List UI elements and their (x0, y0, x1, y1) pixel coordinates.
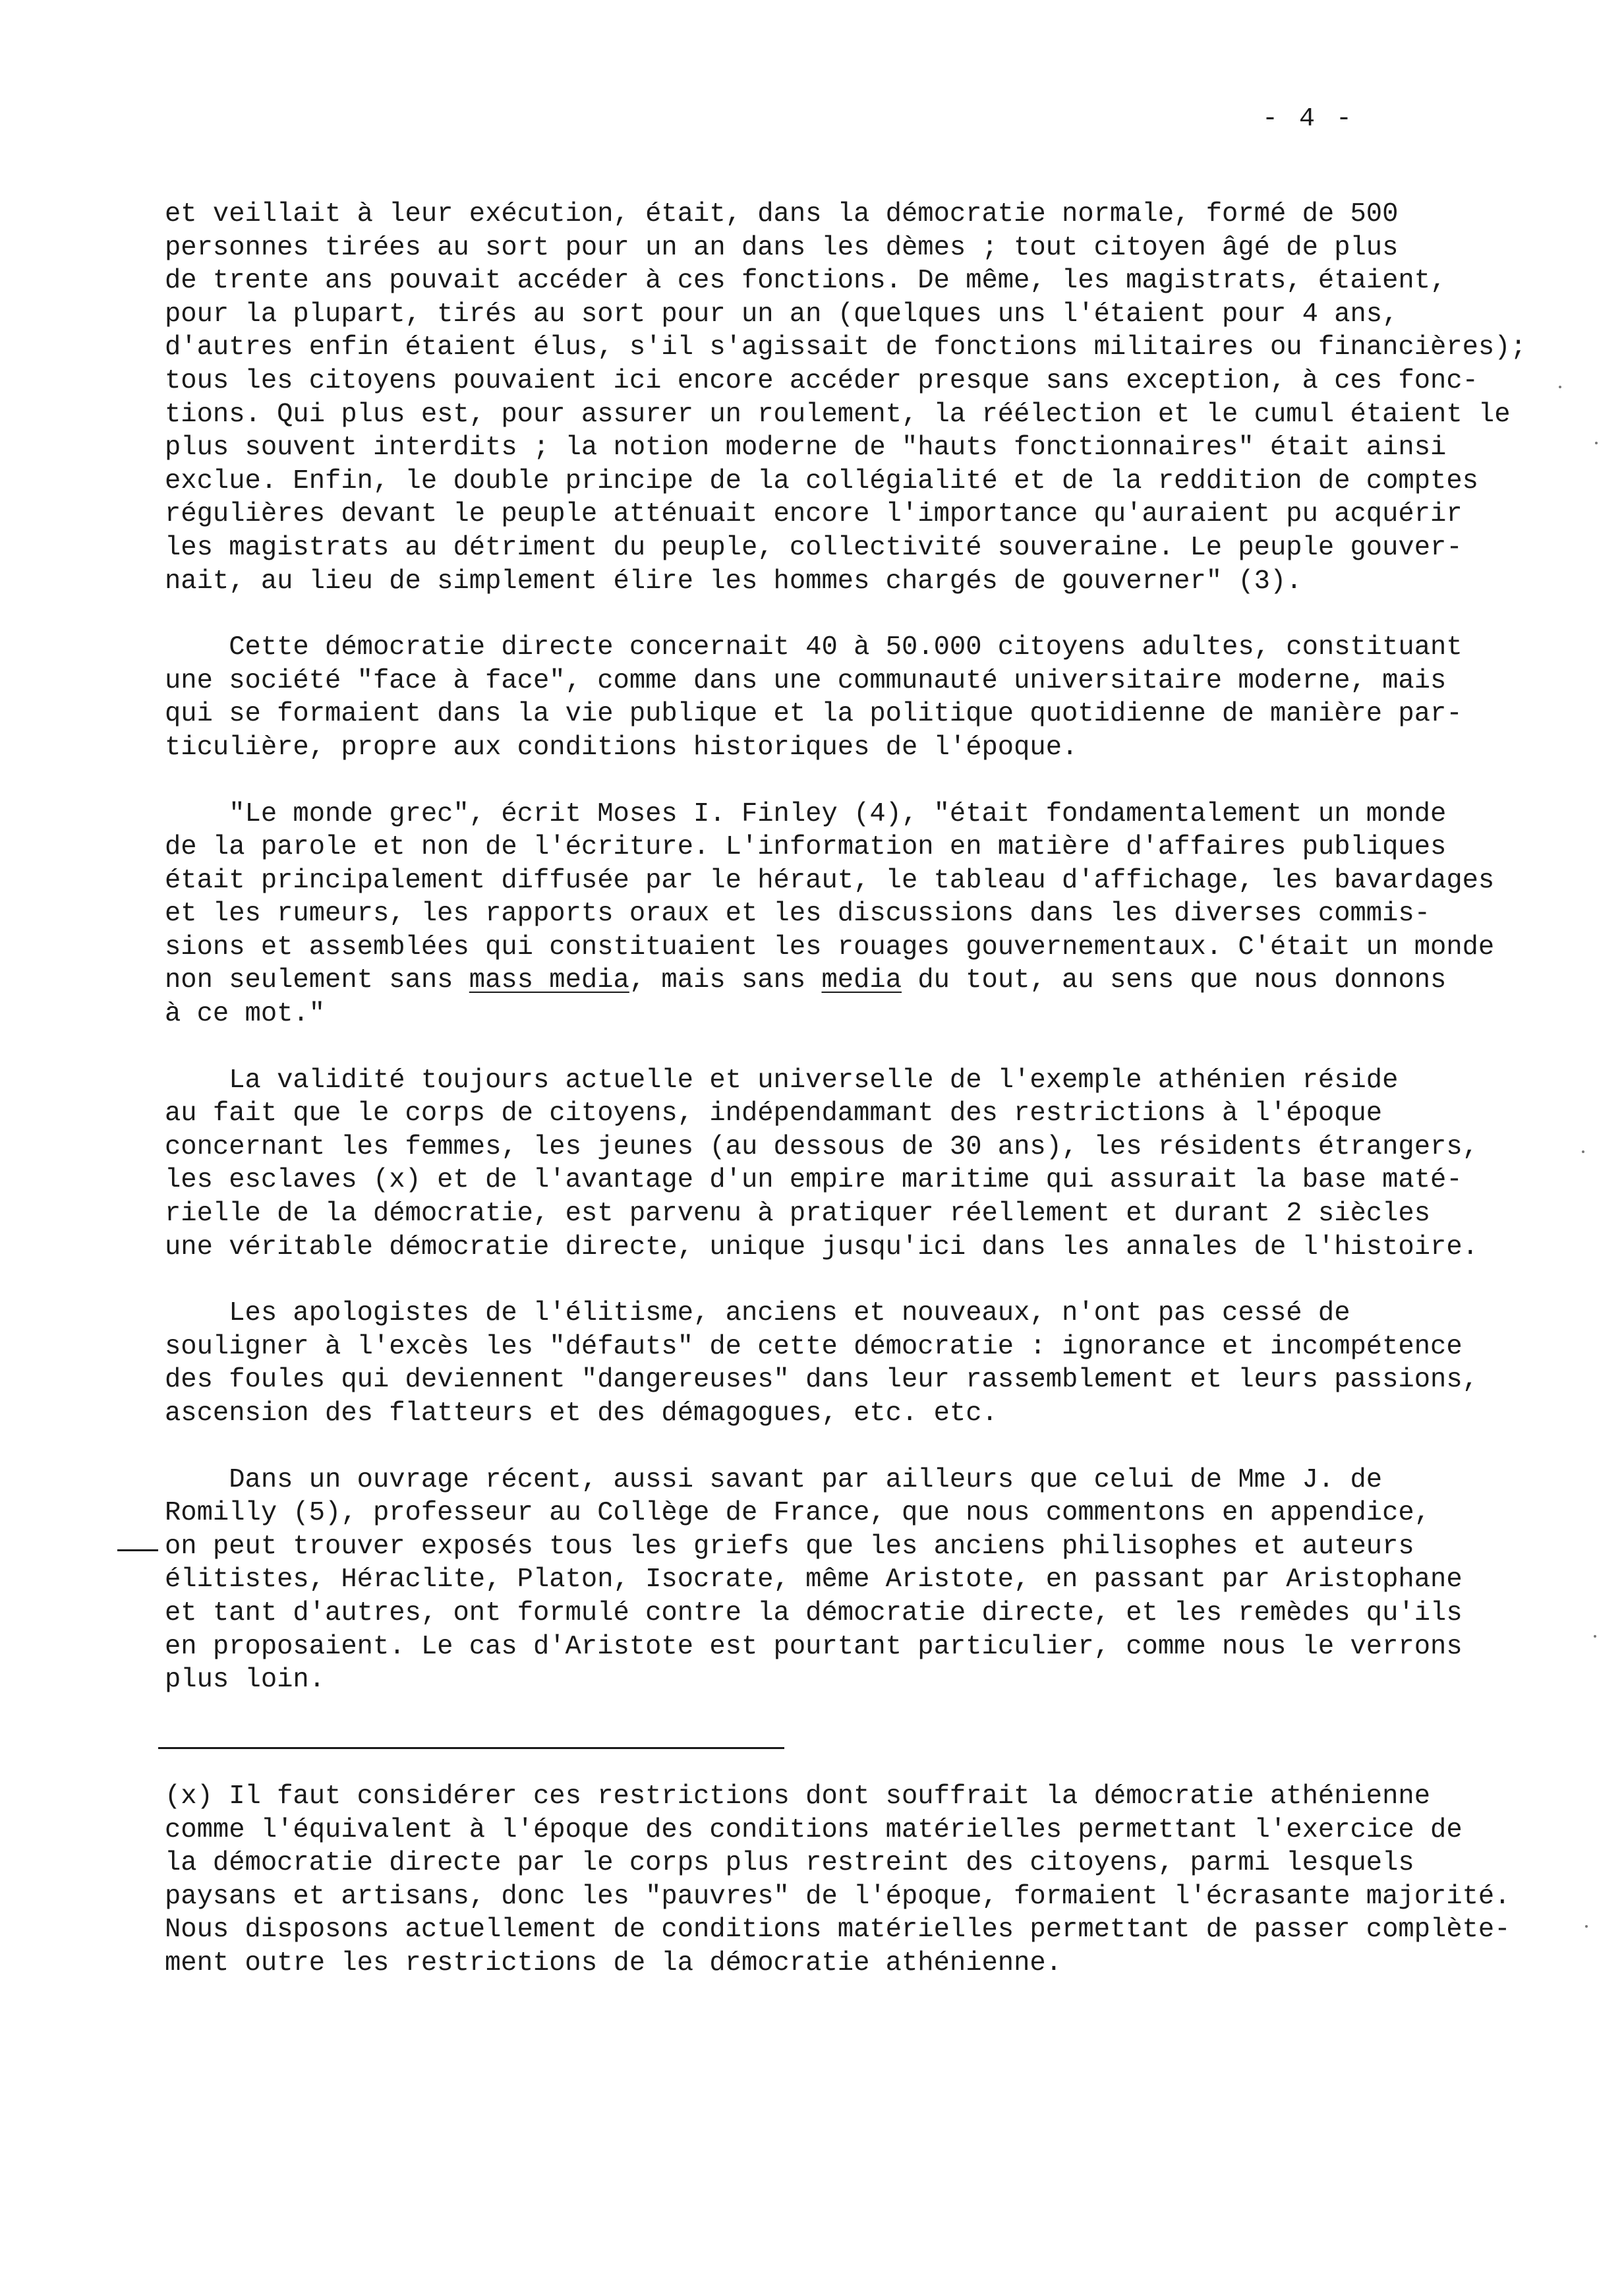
text-line: rielle de la démocratie, est parvenu à pratiquer réellement et durant 2 siècles (165, 1199, 1431, 1230)
text-line: on peut trouver exposés tous les griefs que les anciens philisophes et auteurs (165, 1531, 1414, 1562)
text-line: qui se formaient dans la vie publique et la politique quotidienne de manière par- (165, 699, 1463, 730)
text-line: Romilly (5), professeur au Collège de France, que nous commentons en appendice, (165, 1498, 1431, 1529)
text-line: à ce mot." (165, 999, 326, 1030)
text-line: et veillait à leur exécution, était, dans la démocratie normale, formé de 500 (165, 199, 1399, 229)
text-line: plus souvent interdits ; la notion moderne de "hauts fonctionnaires" était ainsi (165, 432, 1447, 463)
text-line: personnes tirées au sort pour un an dans les dèmes ; tout citoyen âgé de plus (165, 232, 1399, 263)
text-line: des foules qui deviennent "dangereuses" dans leur rassemblement et leurs passions, (165, 1365, 1478, 1396)
text-line: sions et assemblées qui constituaient les rouages gouvernementaux. C'était un monde (165, 932, 1495, 963)
text-line: concernant les femmes, les jeunes (au dessous de 30 ans), les résidents étrangers, (165, 1131, 1478, 1162)
text-line: comme l'équivalent à l'époque des conditions matérielles permettant l'exercice de (165, 1814, 1463, 1845)
text-line: ticulière, propre aux conditions historiques de l'époque. (165, 732, 1078, 763)
text-line: la démocratie directe par le corps plus restreint des citoyens, parmi lesquels (165, 1848, 1414, 1879)
text-line: paysans et artisans, donc les "pauvres" de l'époque, formaient l'écrasante majorité. (165, 1881, 1511, 1912)
text-line: et les rumeurs, les rapports oraux et les discussions dans les diverses commis- (165, 899, 1431, 930)
margin-mark (117, 1549, 158, 1551)
text-line: Nous disposons actuellement de conditions matérielles permettant de passer complète- (165, 1915, 1511, 1946)
text-line: de la parole et non de l'écriture. L'information en matière d'affaires publiques (165, 832, 1447, 863)
text-line: "Le monde grec", écrit Moses I. Finley (4), "était fondamentalement un monde (165, 798, 1447, 829)
text-line: (x) Il faut considérer ces restrictions dont souffrait la démocratie athénienne (165, 1781, 1431, 1812)
scan-speck (1582, 1150, 1584, 1153)
footnote (165, 1780, 1588, 1980)
text-line: ment outre les restrictions de la démocratie athénienne. (165, 1947, 1062, 1978)
text-line: La validité toujours actuelle et universelle de l'exemple athénien réside (165, 1065, 1399, 1096)
body-text (165, 198, 1588, 1697)
text-line: et tant d'autres, ont formulé contre la démocratie directe, et les remèdes qu'ils (165, 1597, 1463, 1628)
text-line: nait, au lieu de simplement élire les hommes chargés de gouverner" (3). (165, 566, 1302, 597)
text-line: au fait que le corps de citoyens, indépendammant des restrictions à l'époque (165, 1098, 1383, 1129)
underlined-term: media (821, 965, 902, 996)
scan-speck (1594, 1635, 1596, 1638)
text-line: Cette démocratie directe concernait 40 à 50.000 citoyens adultes, constituant (165, 632, 1463, 663)
footnote-separator (158, 1747, 784, 1749)
text-line: en proposaient. Le cas d'Aristote est pourtant particulier, comme nous le verrons (165, 1631, 1463, 1662)
text-line: une véritable démocratie directe, unique jusqu'ici dans les annales de l'histoire. (165, 1232, 1478, 1263)
text-line: tions. Qui plus est, pour assurer un roulement, la réélection et le cumul étaient le (165, 399, 1511, 430)
text-line: plus loin. (165, 1665, 326, 1696)
scan-speck (1585, 1925, 1588, 1928)
text-line: une société "face à face", comme dans une communauté universitaire moderne, mais (165, 665, 1447, 696)
text-line: souligner à l'excès les "défauts" de cette démocratie : ignorance et incompétence (165, 1331, 1463, 1362)
scan-speck (1559, 386, 1561, 388)
text-line: exclue. Enfin, le double principe de la collégialité et de la reddition de comptes (165, 465, 1478, 496)
text-line: les esclaves (x) et de l'avantage d'un empire maritime qui assurait la base maté- (165, 1165, 1463, 1196)
text-line: ascension des flatteurs et des démagogues, etc. etc. (165, 1398, 998, 1429)
page-number: - 4 - (1262, 104, 1355, 134)
paragraph (165, 198, 1588, 598)
text-line: Dans un ouvrage récent, aussi savant par ailleurs que celui de Mme J. de (165, 1464, 1383, 1495)
paragraph (165, 798, 1588, 1031)
text-line: Les apologistes de l'élitisme, anciens et nouveaux, n'ont pas cessé de (165, 1298, 1350, 1329)
paragraph (165, 1064, 1588, 1264)
text-line: pour la plupart, tirés au sort pour un an (quelques uns l'étaient pour 4 ans, (165, 299, 1399, 330)
text-line: de trente ans pouvait accéder à ces fonctions. De même, les magistrats, étaient, (165, 266, 1447, 297)
text-line: non seulement sans mass media, mais sans media du tout, au sens que nous donnons (165, 965, 1447, 996)
text-line: régulières devant le peuple atténuait encore l'importance qu'auraient pu acquérir (165, 499, 1463, 530)
paragraph (165, 1297, 1588, 1430)
text-line: les magistrats au détriment du peuple, collectivité souveraine. Le peuple gouver- (165, 532, 1463, 563)
underlined-term: mass media (469, 965, 629, 996)
text-line: élitistes, Héraclite, Platon, Isocrate, même Aristote, en passant par Aristophane (165, 1564, 1463, 1595)
paragraph (165, 631, 1588, 764)
scan-speck (1595, 442, 1598, 444)
text-line: d'autres enfin étaient élus, s'il s'agissait de fonctions militaires ou financières); (165, 332, 1526, 363)
text-line: tous les citoyens pouvaient ici encore accéder presque sans exception, à ces fonc- (165, 365, 1478, 396)
paragraph (165, 1464, 1588, 1697)
text-line: était principalement diffusée par le héraut, le tableau d'affichage, les bavardages (165, 865, 1495, 896)
